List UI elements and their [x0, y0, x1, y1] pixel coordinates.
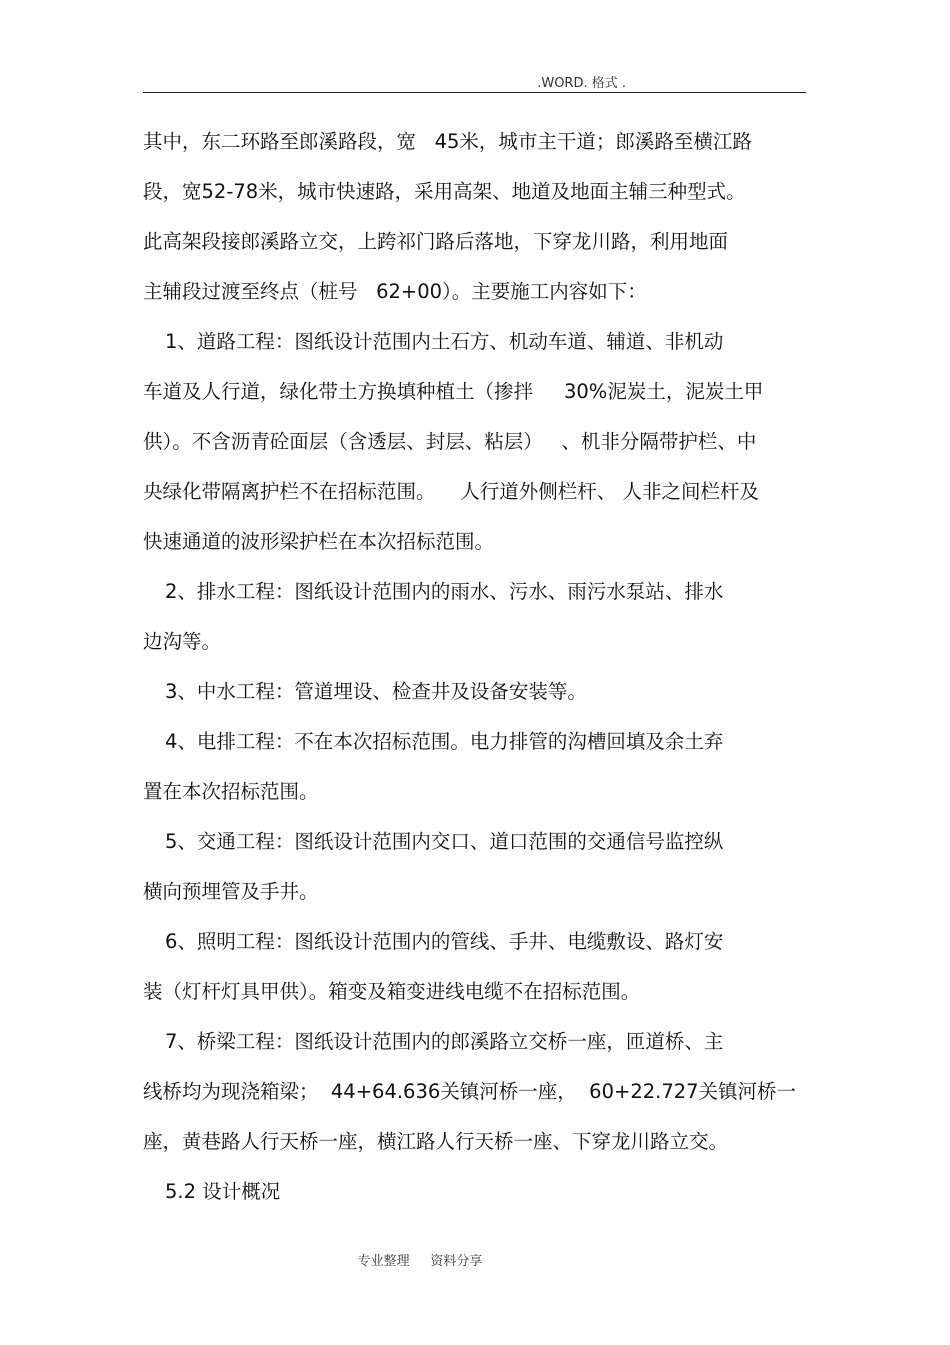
- paragraph-line: 供）。不含沥青砼面层（含透层、封层、粘层） 、机非分隔带护栏、中: [143, 430, 757, 453]
- paragraph-line: 快速通道的波形梁护栏在本次招标范围。: [143, 530, 495, 553]
- document-body: [143, 124, 806, 1224]
- paragraph-line: 4、电排工程：不在本次招标范围。电力排管的沟槽回填及余土弃: [165, 730, 724, 753]
- paragraph-line: 2、排水工程：图纸设计范围内的雨水、污水、雨污水泵站、排水: [165, 580, 724, 603]
- paragraph-line: 此高架段接郎溪路立交，上跨祁门路后落地，下穿龙川路，利用地面: [143, 230, 729, 253]
- paragraph-line: 横向预埋管及手井。: [143, 880, 319, 903]
- header-text: .WORD. 格式 .: [537, 76, 626, 91]
- page-header: [143, 72, 806, 93]
- page-footer: 专业整理 资料分享: [357, 1254, 483, 1269]
- paragraph-line: 座，黄巷路人行天桥一座，横江路人行天桥一座、下穿龙川路立交。: [143, 1130, 729, 1153]
- paragraph-line: 车道及人行道，绿化带土方换填种植土（掺拌 30%泥炭土，泥炭土甲: [143, 380, 764, 403]
- paragraph-line: 6、照明工程：图纸设计范围内的管线、手井、电缆敷设、路灯安: [165, 930, 724, 953]
- paragraph-line: 装（灯杆灯具甲供）。箱变及箱变进线电缆不在招标范围。: [143, 980, 641, 1003]
- paragraph-line: 其中，东二环路至郎溪路段，宽 45米，城市主干道；郎溪路至横江路: [143, 130, 752, 153]
- paragraph-line: 段，宽52-78米，城市快速路，采用高架、地道及地面主辅三种型式。: [143, 180, 746, 203]
- paragraph-line: 3、中水工程：管道埋设、检查井及设备安装等。: [165, 680, 587, 703]
- paragraph-line: 5、交通工程：图纸设计范围内交口、道口范围的交通信号监控纵: [165, 830, 724, 853]
- paragraph-line: 边沟等。: [143, 630, 222, 653]
- paragraph-line: 7、桥梁工程：图纸设计范围内的郎溪路立交桥一座，匝道桥、主: [165, 1030, 724, 1053]
- paragraph-line: 主辅段过渡至终点（桩号 62+00）。主要施工内容如下：: [143, 280, 647, 303]
- paragraph-line: 置在本次招标范围。: [143, 780, 319, 803]
- section-heading: 5.2 设计概况: [165, 1180, 281, 1203]
- paragraph-line: 1、道路工程：图纸设计范围内土石方、机动车道、辅道、非机动: [165, 330, 724, 353]
- paragraph-line: 央绿化带隔离护栏不在招标范围。 人行道外侧栏杆、 人非之间栏杆及: [143, 480, 759, 503]
- paragraph-line: 线桥均为现浇箱梁； 44+64.636关镇河桥一座， 60+22.727关镇河桥一: [143, 1080, 797, 1103]
